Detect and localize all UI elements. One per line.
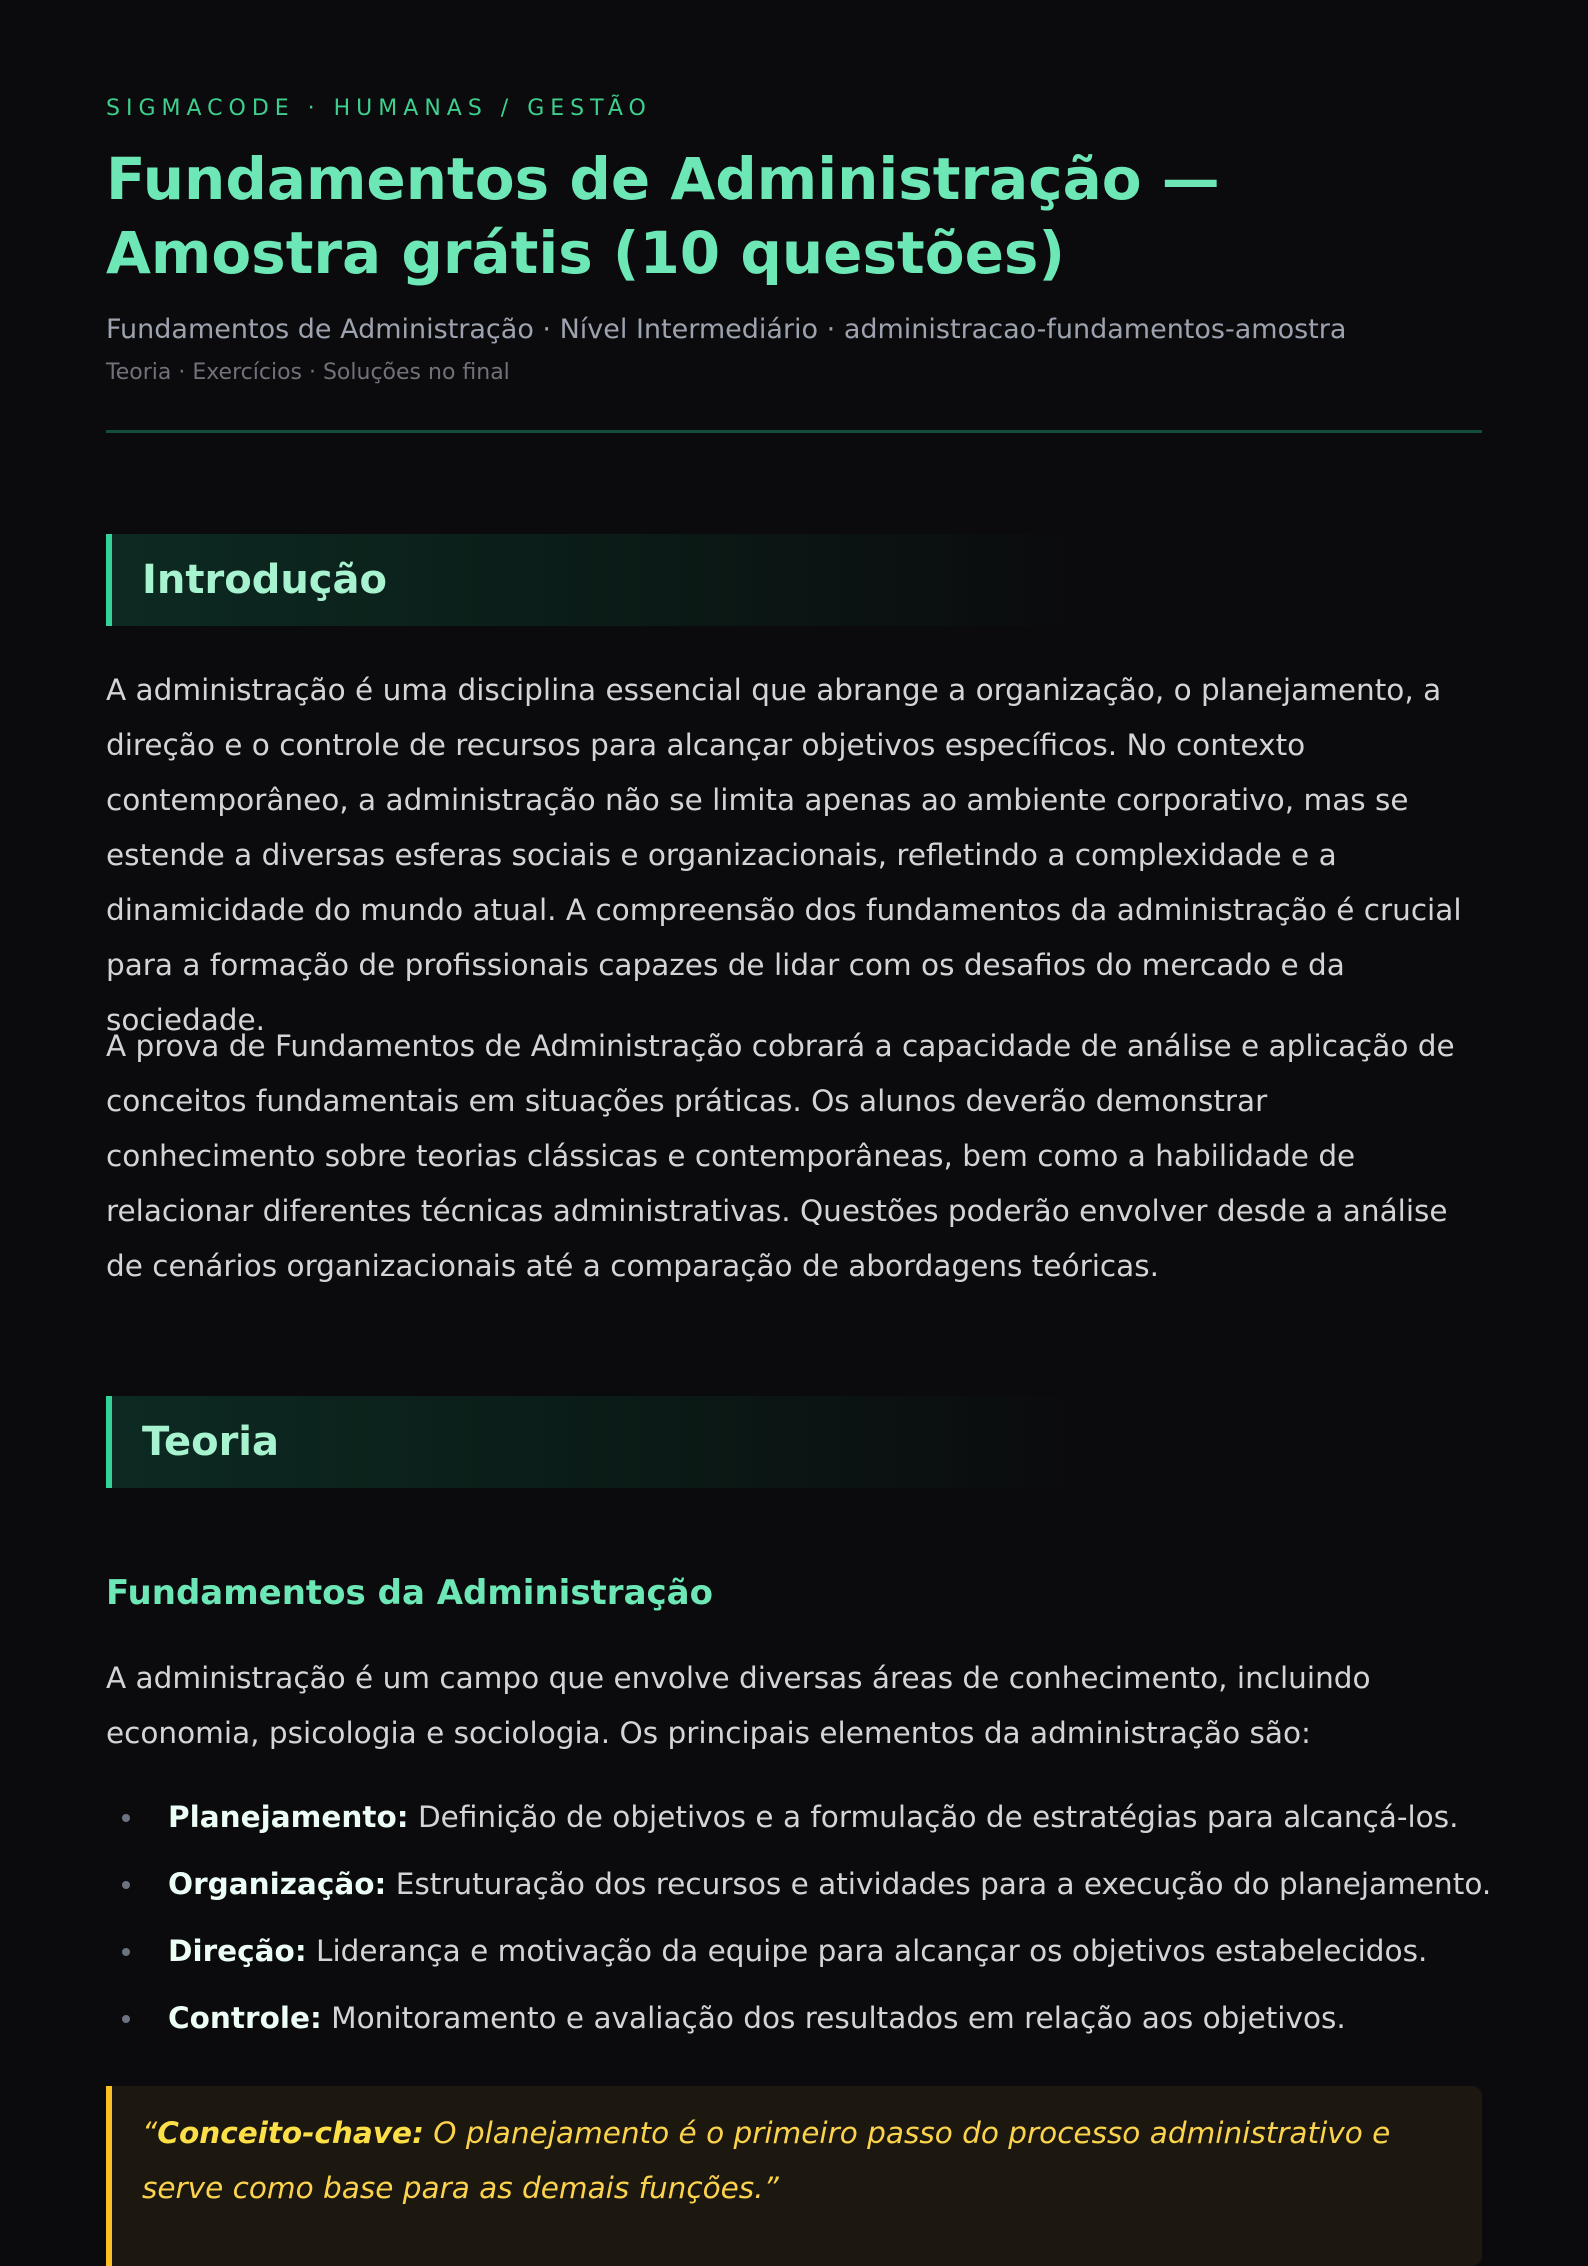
list-item-term: Controle: [168, 2001, 322, 2035]
section-heading: Teoria [142, 1419, 280, 1465]
list-item [106, 1857, 1492, 1924]
intro-paragraph-1: A administração é uma disciplina essencial que abrange a organização, o planejamento, a direção e o controle de recursos para alcançar objetivos específicos. No contexto contemporâneo, a administração não se limita apenas ao ambiente corporativo, mas se estende a diversas esferas sociais e organizacionais, refletindo a complexidade e a dinamicidade do mundo atual. A compreensão dos fundamentos da administração é crucial para a formação de profissionais capazes de lidar com os desafios do mercado e da sociedade. [106, 673, 1462, 1037]
bullet-icon [122, 1881, 130, 1889]
callout-open-quote: “ [142, 2116, 158, 2150]
page-meta: Teoria · Exercícios · Soluções no final [106, 360, 510, 385]
elements-list [106, 1790, 1492, 2058]
callout-text: O planejamento é o primeiro passo do processo administrativo e serve como base para as demais funções.” [142, 2116, 1391, 2205]
list-item-text: Definição de objetivos e a formulação de estratégias para alcançá-los. [408, 1800, 1459, 1834]
bullet-icon [122, 1948, 130, 1956]
page-subtitle: Fundamentos de Administração · Nível Intermediário · administracao-fundamentos-amostra [106, 314, 1347, 345]
callout-term: Conceito-chave: [157, 2116, 424, 2150]
bullet-icon [122, 2015, 130, 2023]
list-item-text: Monitoramento e avaliação dos resultados em relação aos objetivos. [321, 2001, 1346, 2035]
header-divider [106, 430, 1482, 433]
list-item-text: Estruturação dos recursos e atividades para a execução do planejamento. [386, 1867, 1492, 1901]
list-item [106, 1924, 1482, 1991]
subsection-heading: Fundamentos da Administração [106, 1573, 713, 1613]
intro-paragraph-2: A prova de Fundamentos de Administração cobrará a capacidade de análise e aplicação de conceitos fundamentais em situações práticas. Os alunos deverão demonstrar conhecimento sobre teorias clássicas e contemporâneas, bem como a habilidade de relacionar diferentes técnicas administrativas. Questões poderão envolver desde a análise de cenários organizacionais até a comparação de abordagens teóricas. [106, 1029, 1455, 1283]
key-concept-callout [106, 2086, 1482, 2266]
section-heading: Introdução [142, 557, 387, 603]
list-item-term: Planejamento: [168, 1800, 409, 1834]
section-teoria [106, 1396, 1482, 1488]
list-item-term: Direção: [168, 1934, 307, 1968]
list-item-text: Liderança e motivação da equipe para alcançar os objetivos estabelecidos. [306, 1934, 1428, 1968]
bullet-icon [122, 1814, 130, 1822]
breadcrumb: SIGMACODE · HUMANAS / GESTÃO [106, 96, 652, 121]
section-introducao [106, 534, 1482, 626]
page-title: Fundamentos de Administração — Amostra grátis (10 questões) [106, 145, 1220, 287]
list-item [106, 1991, 1482, 2058]
list-item-term: Organização: [168, 1867, 387, 1901]
teoria-paragraph: A administração é um campo que envolve diversas áreas de conhecimento, incluindo economia, psicologia e sociologia. Os principais elementos da administração são: [106, 1661, 1371, 1750]
list-item [106, 1790, 1482, 1857]
